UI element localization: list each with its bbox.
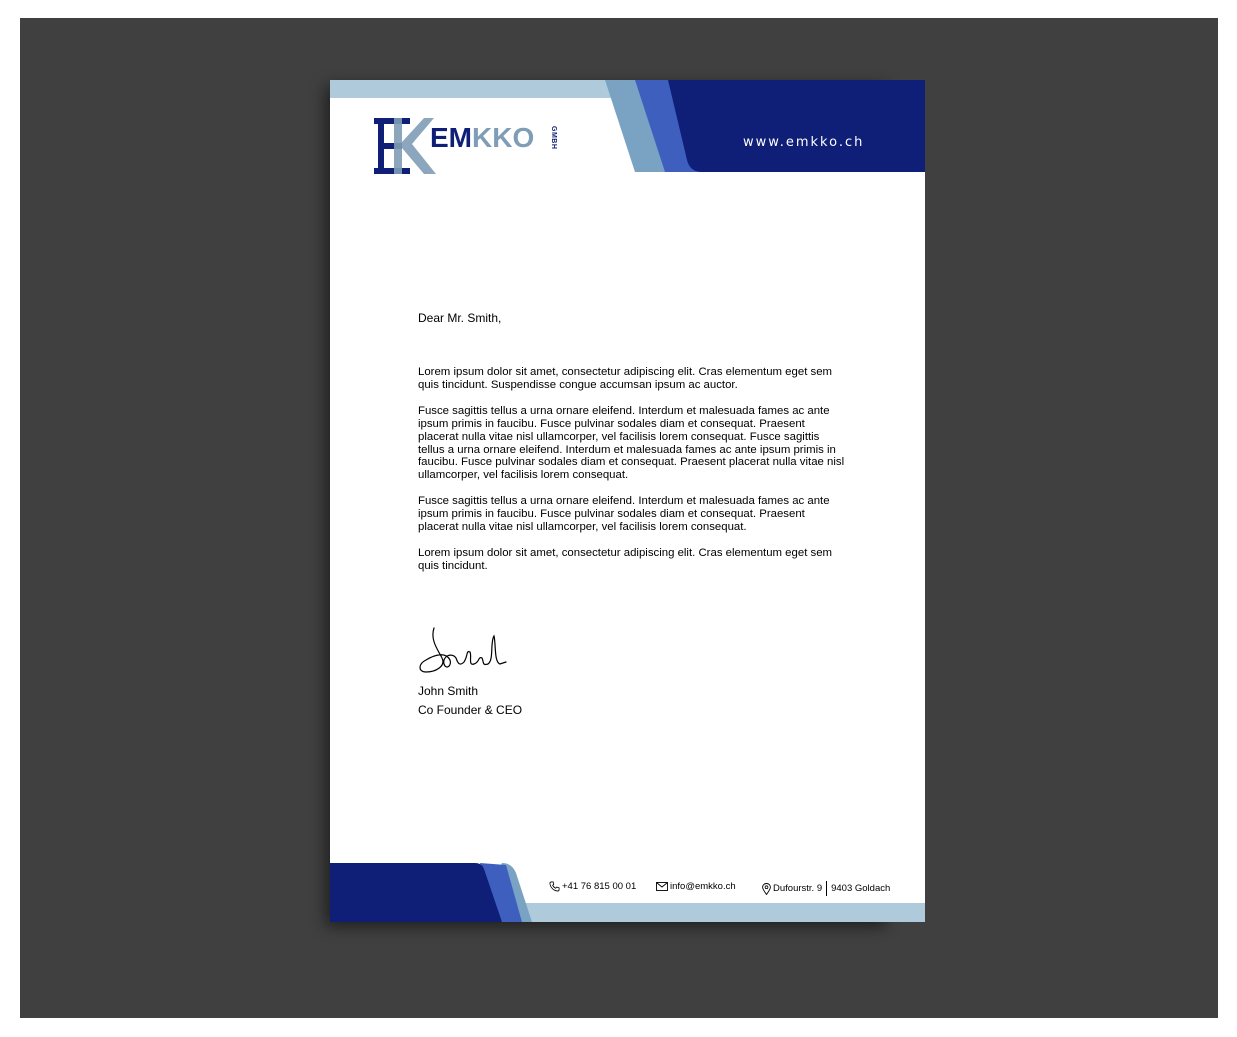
company-wordmark (430, 124, 534, 152)
location-pin-icon (762, 883, 771, 895)
wordmark-kko: KKO (472, 122, 535, 153)
address-street: Dufourstr. 9 (773, 883, 823, 894)
signer-title: Co Founder & CEO (418, 703, 523, 717)
address-city: 9403 Goldach (831, 883, 891, 894)
letter-body (418, 366, 848, 573)
phone-icon (549, 881, 560, 892)
website-url: www.emkko.ch (743, 135, 865, 150)
salutation: Dear Mr. Smith, (418, 311, 502, 325)
legal-form-label: GMBH (550, 126, 557, 150)
paragraph-4: Lorem ipsum dolor sit amet, consectetur adipiscing elit. Cras elementum eget sem quis tincidunt. (418, 546, 833, 572)
wordmark-em: EM (430, 122, 472, 153)
envelope-icon (656, 882, 668, 891)
paragraph-1: Lorem ipsum dolor sit amet, consectetur adipiscing elit. Cras elementum eget sem quis tincidunt. Suspendisse congue accumsan ipsum ac auctor. (418, 366, 833, 391)
footer-email (656, 881, 736, 892)
phone-number: +41 76 815 00 01 (562, 881, 637, 892)
email-address: info@emkko.ch (670, 881, 736, 892)
signature-image (416, 622, 512, 678)
footer-address (762, 881, 890, 896)
paragraph-2: Fusce sagittis tellus a urna ornare eleifend. Interdum et malesuada fames ac ante ipsum primis in faucibu. Fusce pulvinar sodales diam et consequat. Praesent placerat nulla vitae nisl ullamcorper, vel facilisis lorem consequat. Fusce sagittis tellus a urna ornare eleifend. Interdum et malesuada fames ac ante ipsum primis in faucibu. Fusce pulvinar sodales diam et consequat. Praesent placerat nulla vitae nisl ullamcorper, vel facilisis lorem consequat. (418, 404, 845, 482)
letterhead-page (330, 80, 925, 922)
paragraph-3: Fusce sagittis tellus a urna ornare eleifend. Interdum et malesuada fames ac ante ipsum primis in faucibu. Fusce pulvinar sodales diam et consequat. Praesent placerat nulla vitae nisl ullamcorper, vel facilisis lorem consequat. (418, 495, 830, 534)
signer-name: John Smith (418, 684, 479, 698)
address-divider (826, 881, 827, 896)
footer-phone (549, 881, 636, 892)
